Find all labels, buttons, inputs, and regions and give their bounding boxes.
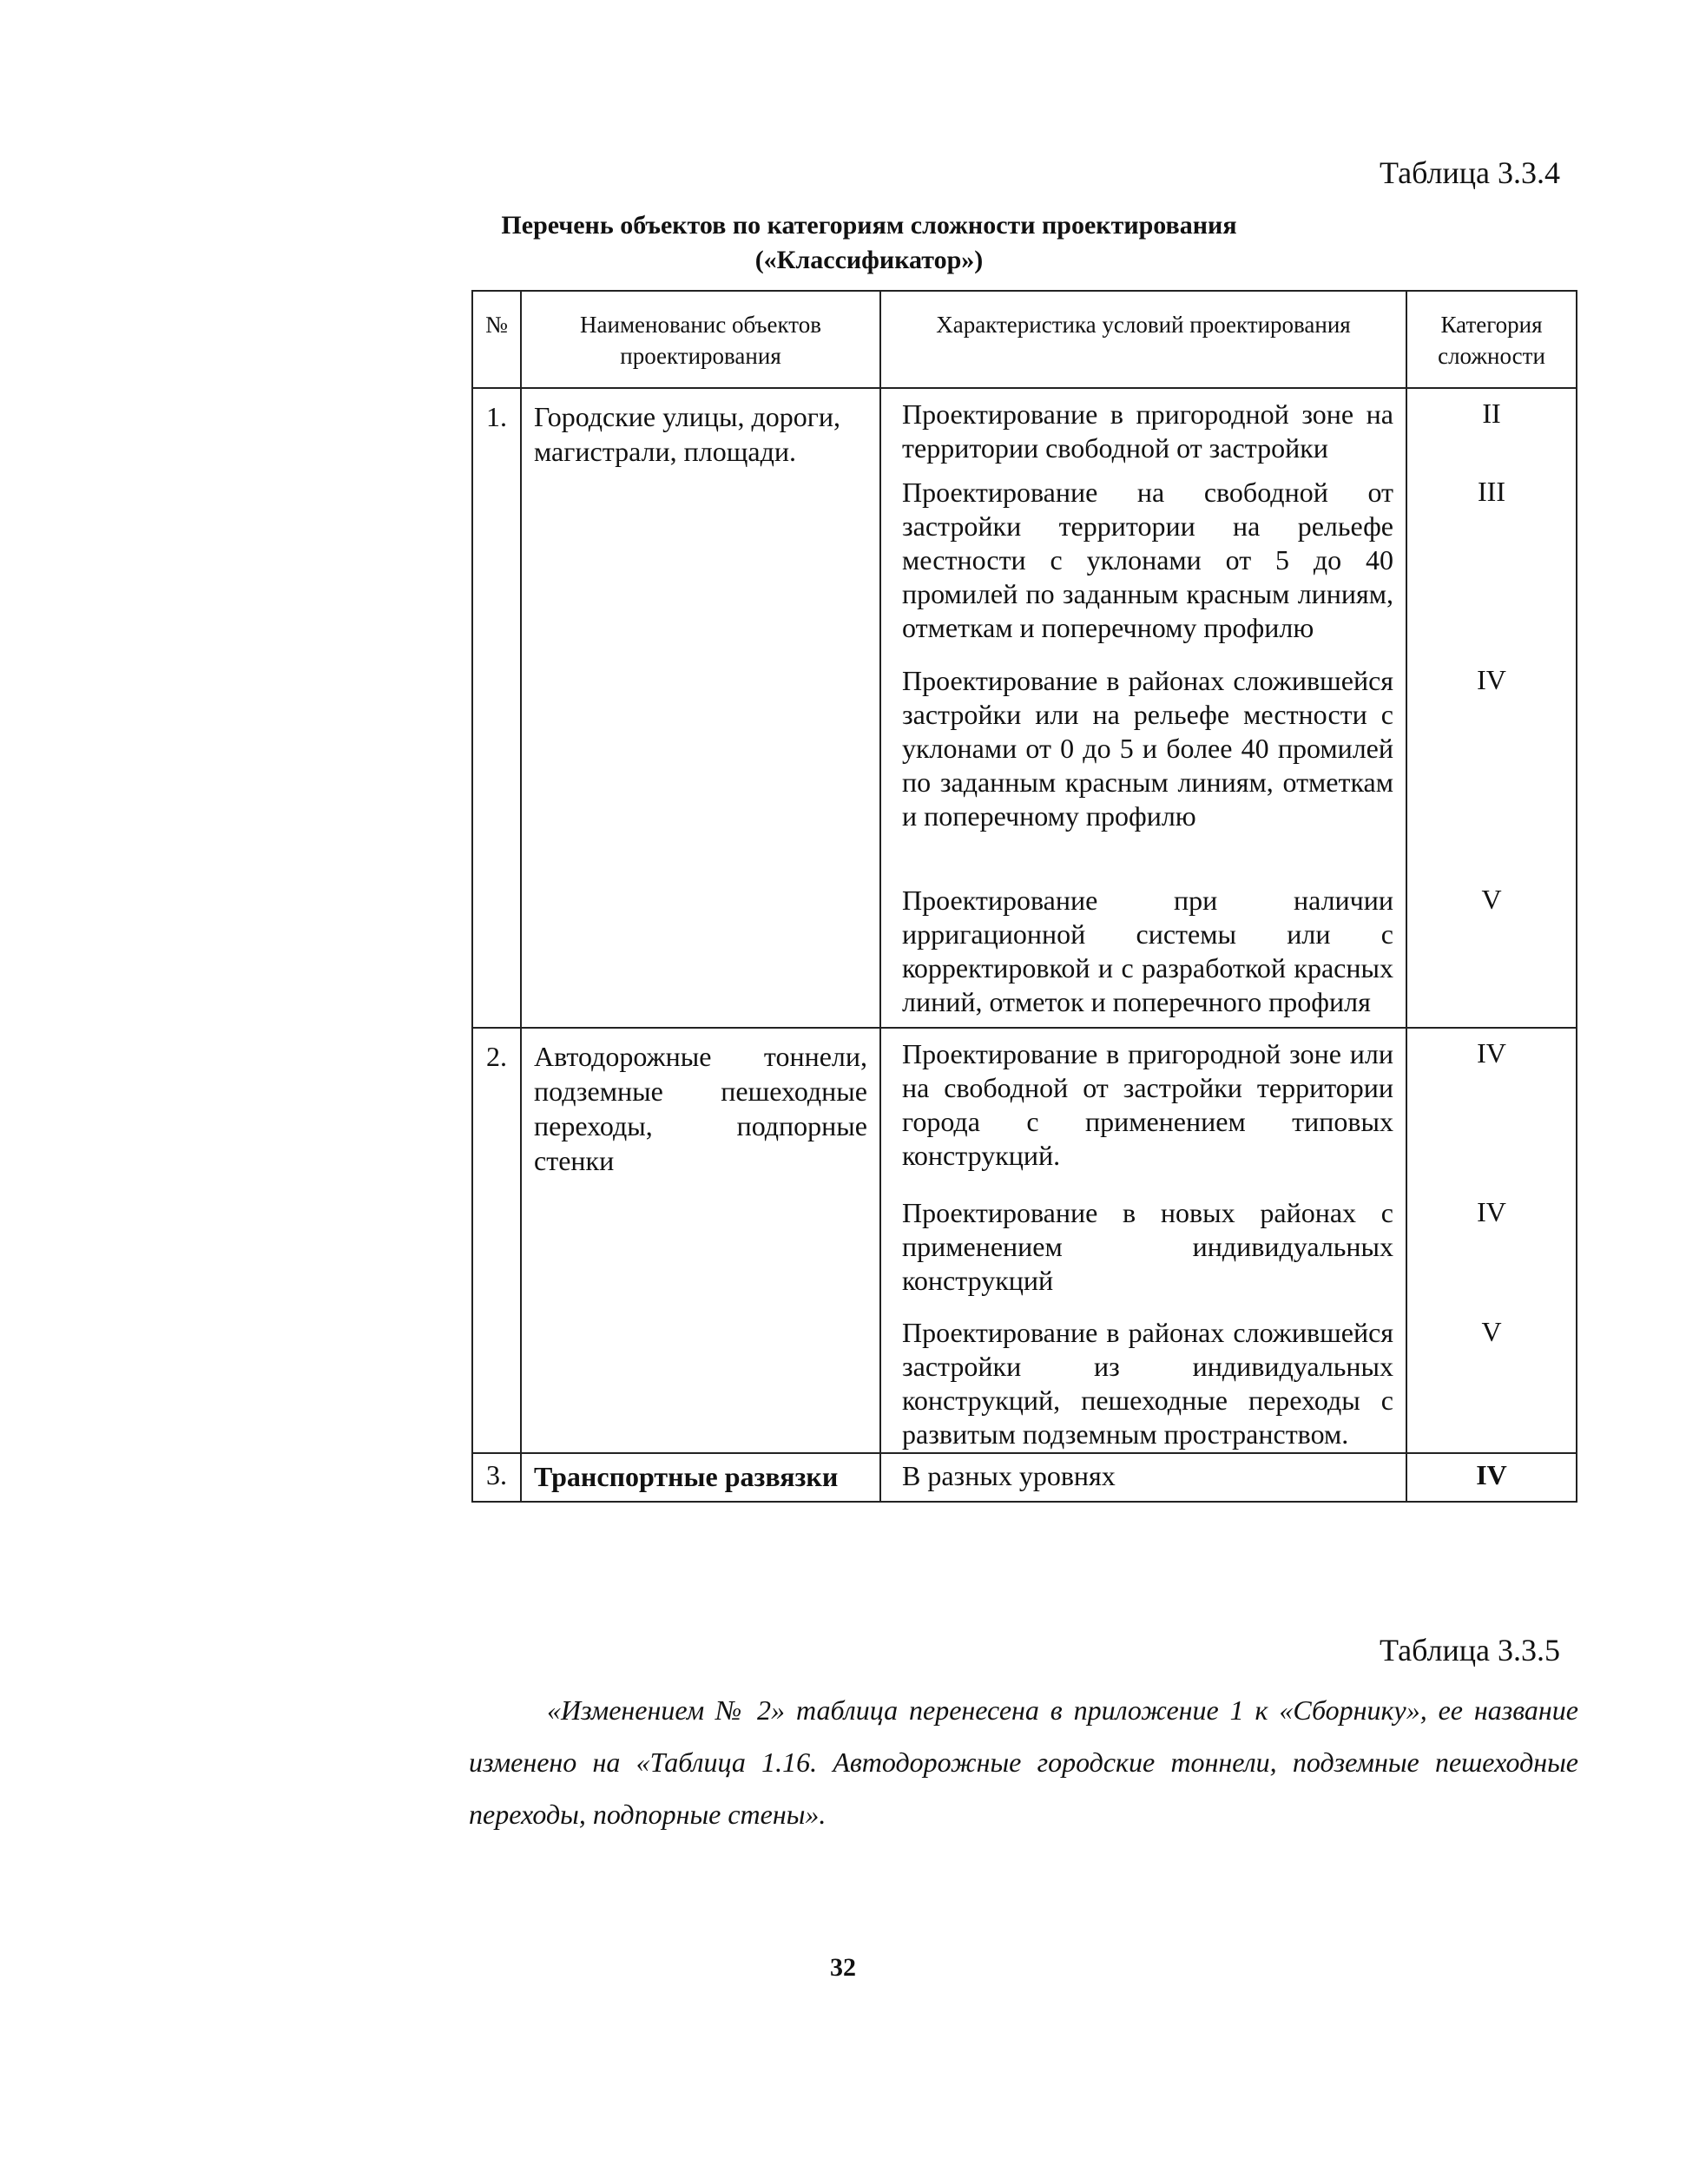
category-value: IV (1477, 1196, 1506, 1227)
category-cell (1406, 388, 1577, 1028)
category-value: V (1481, 884, 1502, 915)
conditions-cell (880, 1028, 1406, 1453)
next-table-label: Таблица 3.3.5 (1380, 1633, 1560, 1668)
header-row (472, 291, 1577, 388)
table-row (472, 1453, 1577, 1502)
condition-text: Проектирование в пригородной зоне на территории свободной от застройки (902, 398, 1393, 464)
table-title-line-1: Перечень объектов по категориям сложности проектирования (501, 211, 1237, 240)
classifier-table (471, 290, 1577, 1503)
object-name: Транспортные развязки (521, 1453, 880, 1502)
table-title-line-2: («Классификатор») (754, 246, 984, 274)
page-number: 32 (830, 1953, 856, 1982)
category-value: V (1481, 1316, 1502, 1347)
header-category: Категория сложности (1406, 291, 1577, 388)
header-conditions: Характеристика условий проектирования (880, 291, 1406, 388)
row-number: 3. (472, 1453, 521, 1502)
table-row (472, 388, 1577, 1028)
condition-text: Проектирование в районах сложившейся застройки из индивидуальных конструкций, пешеходные переходы с развитым подземным пространством. (902, 1317, 1393, 1450)
row-number: 1. (472, 388, 521, 1028)
table-title (0, 208, 1686, 278)
object-name: Автодорожные тоннели, подземные пешеходные переходы, подпорные стенки (521, 1028, 880, 1453)
row-number: 2. (472, 1028, 521, 1453)
header-num: № (472, 291, 521, 388)
category-cell (1406, 1028, 1577, 1453)
category-value: IV (1477, 664, 1506, 695)
condition-text: Проектирование в новых районах с применением индивидуальных конструкций (902, 1197, 1393, 1296)
category-value: IV (1406, 1453, 1577, 1502)
condition-text: Проектирование на свободной от застройки территории на рельефе местности с уклонами от 5 до 40 промилей по заданным красным линиям, отметкам и поперечному профилю (902, 477, 1393, 643)
condition-text: Проектирование в районах сложившейся застройки или на рельефе местности с уклонами от 0 до 5 и более 40 промилей по заданным красным линиям, отметкам и поперечному профилю (902, 665, 1393, 832)
table-label: Таблица 3.3.4 (1380, 155, 1560, 190)
conditions-cell (880, 388, 1406, 1028)
condition-text: Проектирование при наличии ирригационной системы или с корректировкой и с разработкой красных линий, отметок и поперечного профиля (902, 885, 1393, 1017)
header-name: Наименованис объектов проектирования (521, 291, 880, 388)
category-value: III (1478, 476, 1505, 507)
condition-text: Проектирование в пригородной зоне или на свободной от застройки территории города с применением типовых конструкций. (902, 1038, 1393, 1171)
amendment-note: «Изменением № 2» таблица перенесена в приложение 1 к «Сборнику», ее название изменено на «Таблица 1.16. Автодорожные городские тоннели, подземные пешеходные переходы, подпорные стены». (469, 1694, 1578, 1830)
object-name: Городские улицы, дороги, магистрали, площади. (521, 388, 880, 1028)
category-value: IV (1477, 1037, 1506, 1069)
condition-text: В разных уровнях (880, 1453, 1406, 1502)
table-row (472, 1028, 1577, 1453)
category-value: II (1482, 398, 1501, 429)
